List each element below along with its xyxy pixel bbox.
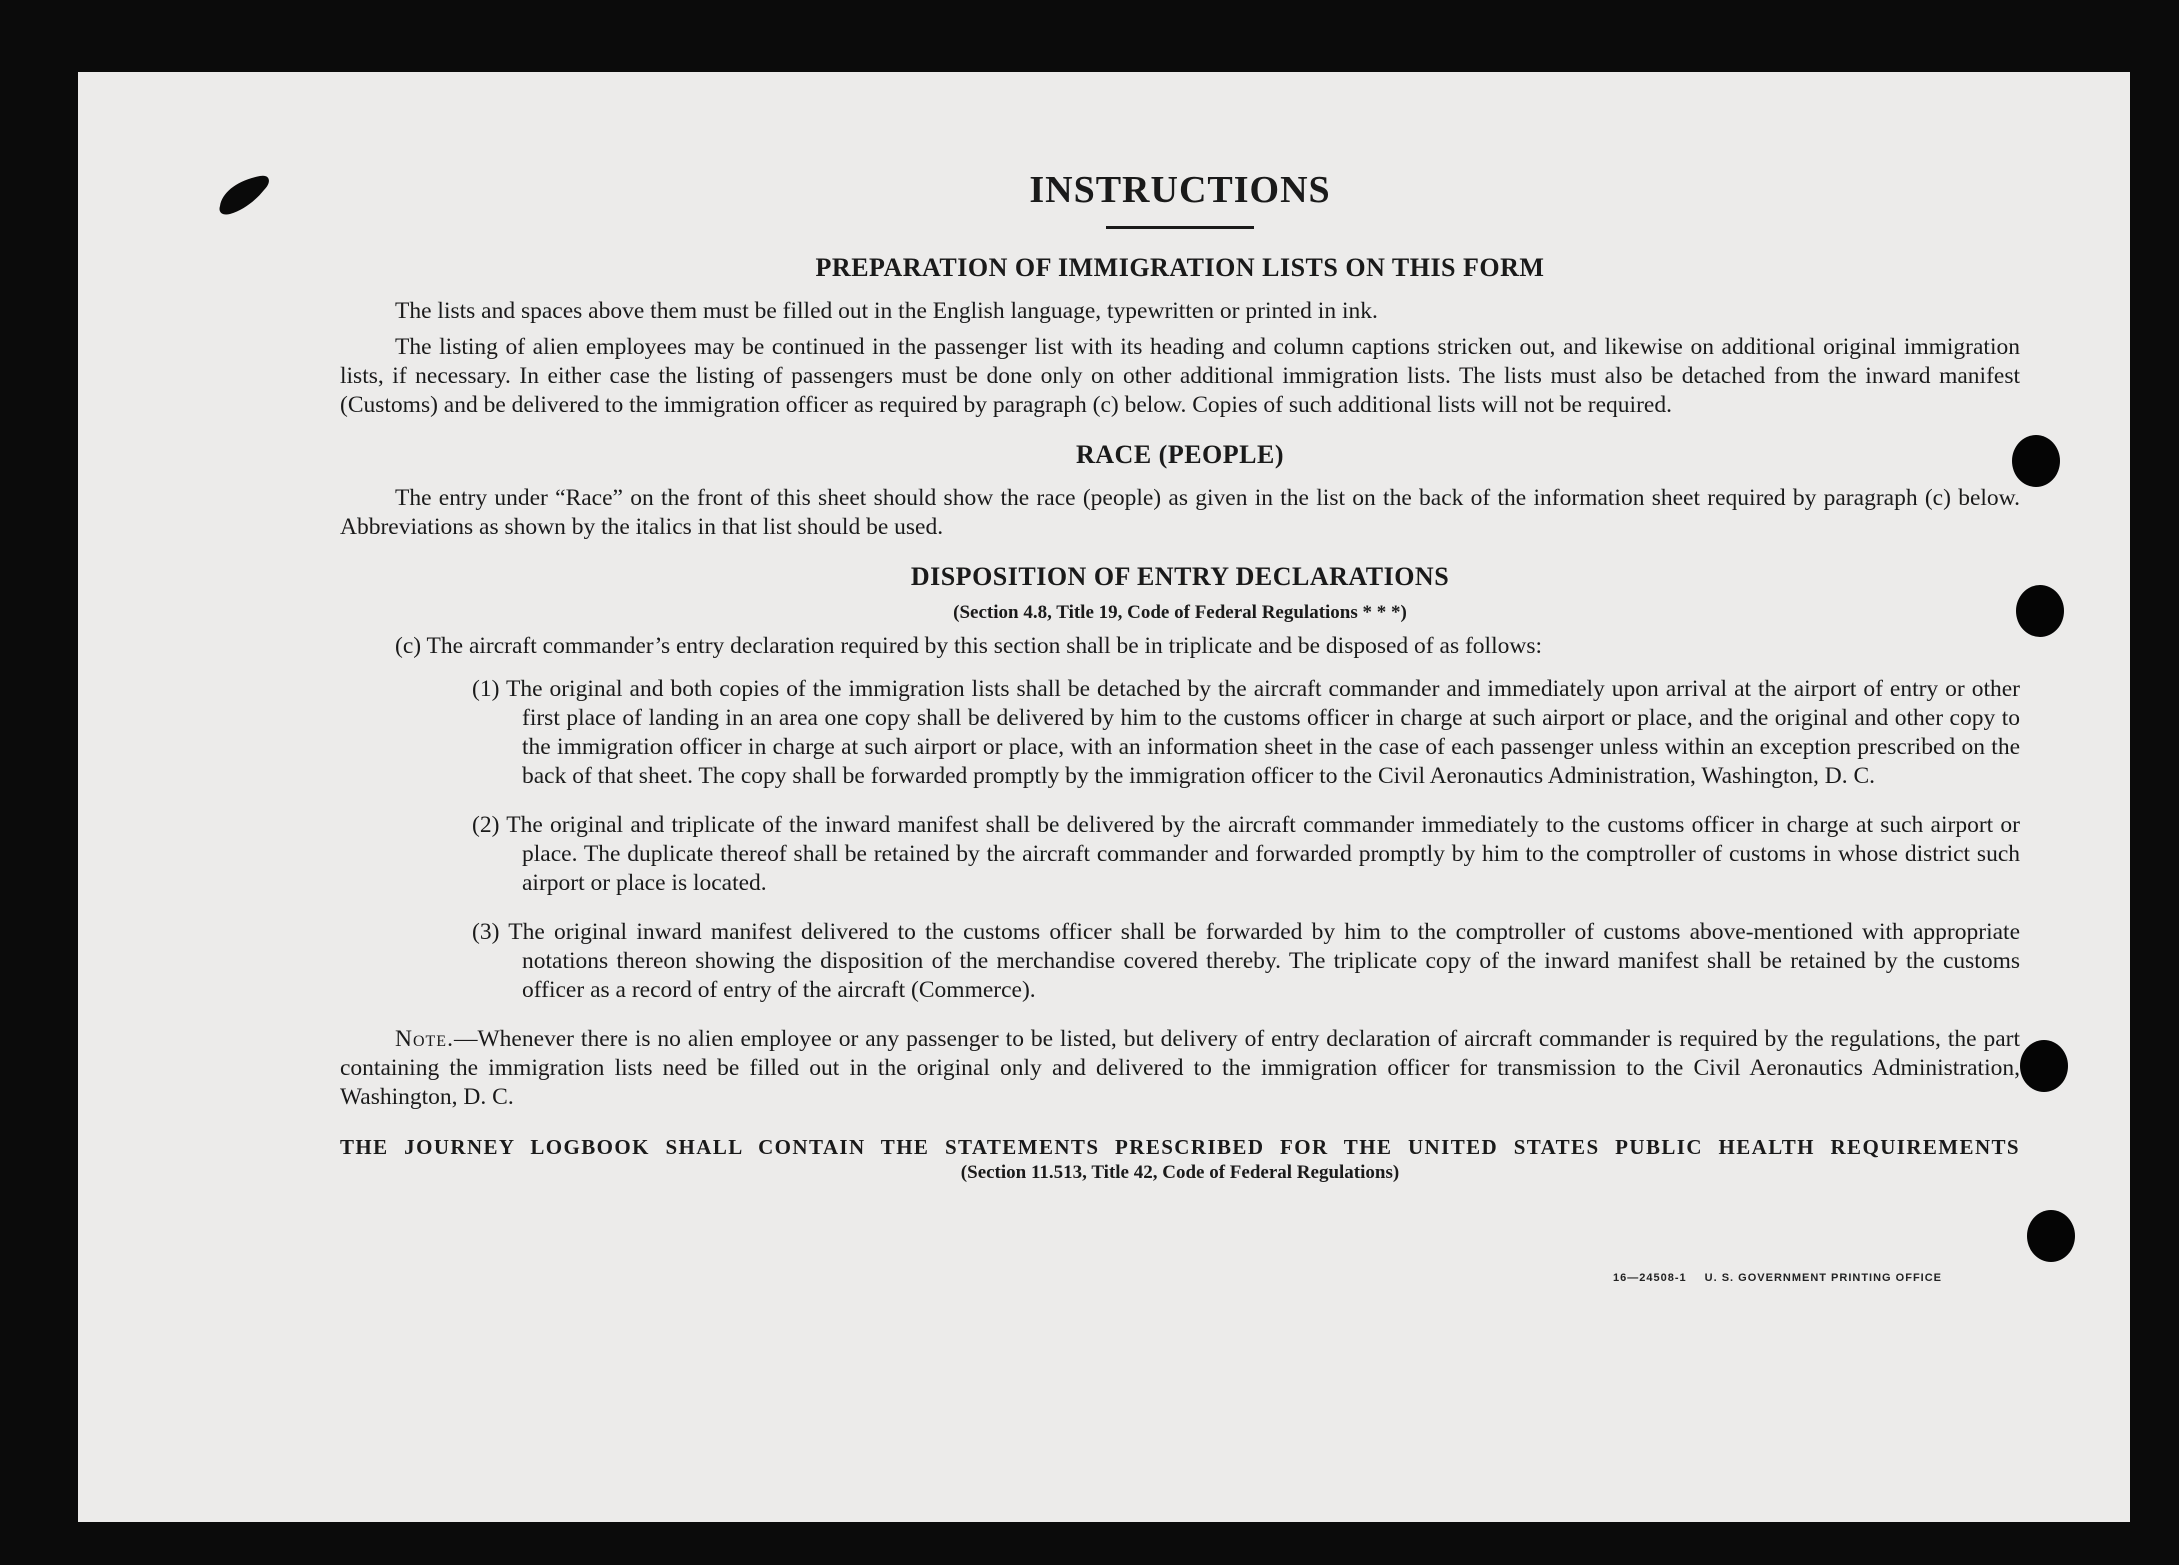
section-heading-preparation: PREPARATION OF IMMIGRATION LISTS ON THIS FORM (815, 253, 1545, 282)
section-subheading: (Section 4.8, Title 19, Code of Federal Regulations * * *) (953, 602, 1407, 623)
health-requirements-line: THE JOURNEY LOGBOOK SHALL CONTAIN THE STATEMENTS PRESCRIBED FOR THE UNITED STATES PUBLIC HEALTH REQUIREMENTS (340, 1135, 2020, 1159)
list-item: (1) The original and both copies of the immigration lists shall be detached by the aircraft commander and immediately upon arrival at the airport of entry or other first place of landing in an area one copy shall be delivered by him to the customs officer in charge at such airport or place, and the original and other copy to the immigration officer in charge at such airport or place, with an information sheet in the case of each passenger unless within an exception prescribed on the back of that sheet. The copy shall be forwarded promptly by the immigration officer to the Civil Aeronautics Administration, Washington, D. C. (472, 676, 2020, 789)
ink-blot (216, 170, 276, 218)
note-text: —Whenever there is no alien employee or any passenger to be listed, but delivery of entry declaration of aircraft commander is required by the regulations, the part containing the immigration lists need be filled out in the original only and delivered to the immigration officer for transmission to the Civil Aeronautics Administration, Washington, D. C. (340, 1026, 2020, 1110)
note-paragraph (340, 1025, 2020, 1112)
form-code: 16—24508-1 (1613, 1272, 1687, 1284)
title-rule (1106, 226, 1254, 229)
punch-hole (2027, 1210, 2075, 1262)
page-title: INSTRUCTIONS (1029, 169, 1331, 211)
note-label: Note. (395, 1026, 454, 1052)
paragraph: The entry under “Race” on the front of this sheet should show the race (people) as given in the list on the back of the information sheet required by paragraph (c) below. Abbreviations as shown by the italics in that list should be used. (340, 485, 2020, 540)
section-heading-race: RACE (PEOPLE) (1076, 440, 1284, 469)
list-item: (3) The original inward manifest delivered to the customs officer shall be forwarded by him to the comptroller of customs above-mentioned with appropriate notations thereon showing the disposition of the merchandise covered thereby. The triplicate copy of the inward manifest shall be retained by the customs officer as a record of entry of the aircraft (Commerce). (472, 919, 2020, 1003)
printer-footer (1595, 1272, 1942, 1284)
printer-name: U. S. GOVERNMENT PRINTING OFFICE (1704, 1272, 1942, 1284)
section-heading-disposition: DISPOSITION OF ENTRY DECLARATIONS (910, 562, 1450, 591)
list-item: (2) The original and triplicate of the inward manifest shall be delivered by the aircraft commander immediately to the customs officer in charge at such airport or place. The duplicate thereof shall be retained by the aircraft commander and forwarded promptly by him to the comptroller of customs in whose district such airport or place is located. (472, 812, 2020, 896)
punch-hole (2020, 1040, 2068, 1092)
paragraph: The lists and spaces above them must be filled out in the English language, typewritten or printed in ink. (395, 298, 1378, 324)
instructions-content (340, 168, 2020, 1184)
punch-hole (2016, 585, 2064, 637)
document-sheet (78, 72, 2130, 1522)
paragraph: (c) The aircraft commander’s entry declaration required by this section shall be in triplicate and be disposed of as follows: (395, 633, 1542, 659)
health-requirements-sub: (Section 11.513, Title 42, Code of Federal Regulations) (960, 1162, 1400, 1183)
paragraph: The listing of alien employees may be continued in the passenger list with its heading and column captions stricken out, and likewise on additional original immigration lists, if necessary. In either case the listing of passengers must be done only on other additional immigration lists. The lists must also be detached from the inward manifest (Customs) and be delivered to the immigration officer as required by paragraph (c) below. Copies of such additional lists will not be required. (340, 334, 2020, 418)
